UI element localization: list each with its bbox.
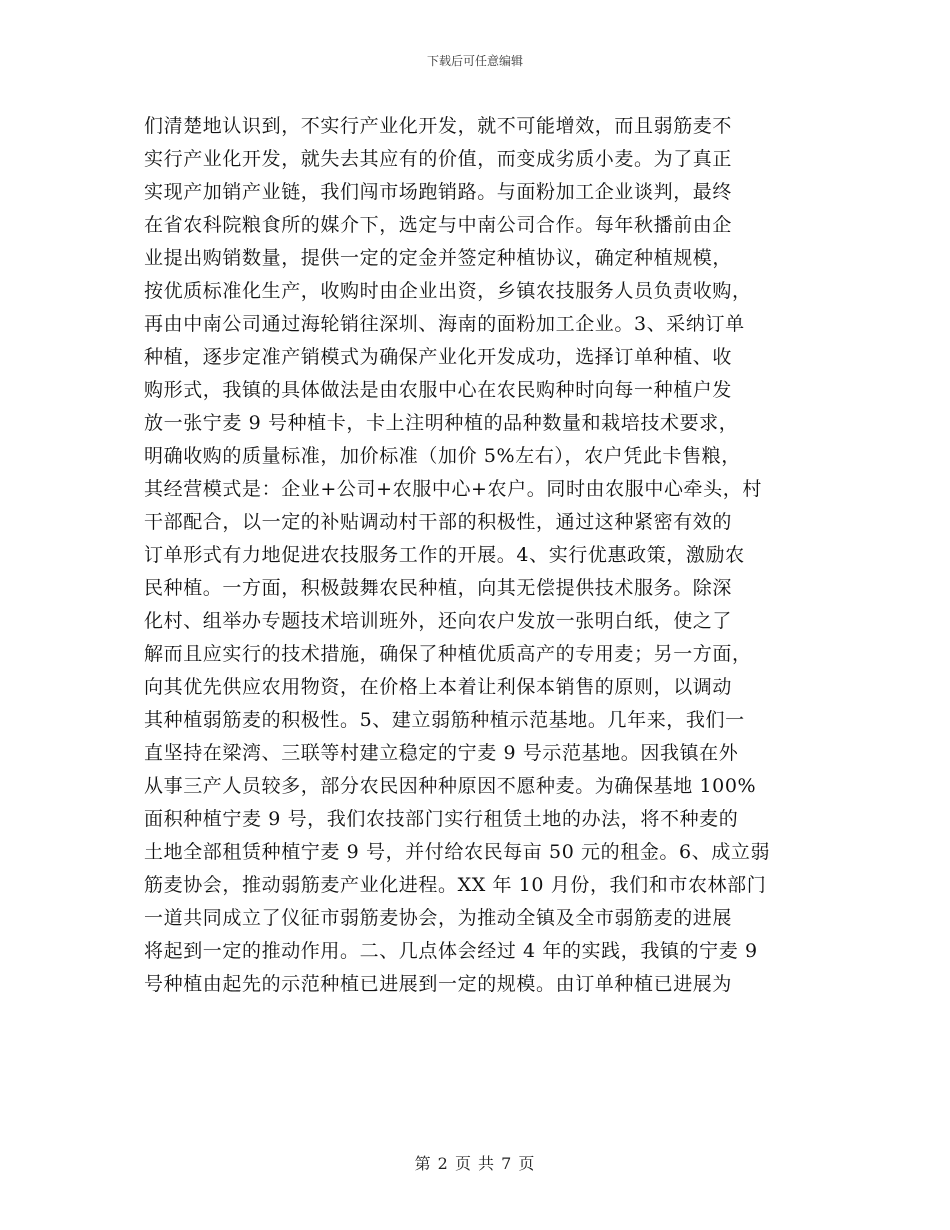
body-line: 按优质标准化生产，收购时由企业出资，乡镇农技服务人员负责收购， [144,280,752,302]
body-line: 将起到一定的推动作用。二、几点体会经过 4 年的实践，我镇的宁麦 9 [144,940,758,962]
body-line: 号种植由起先的示范种植已进展到一定的规模。由订单种植已进展为 [144,973,733,995]
body-line: 向其优先供应农用物资，在价格上本着让利保本销售的原则，以调动 [144,676,733,698]
body-line: 明确收购的质量标准，加价标准（加价 5%左右），农户凭此卡售粮， [144,445,741,467]
body-line: 解而且应实行的技术措施，确保了种植优质高产的专用麦；另一方面， [144,643,752,665]
body-line: 其种植弱筋麦的积极性。5、建立弱筋种植示范基地。几年来，我们一 [144,709,745,731]
page-header: 下载后可任意编辑 [426,54,523,68]
body-line: 从事三产人员较多，部分农民因种种原因不愿种麦。为确保基地 100% [144,775,757,797]
body-line: 其经营模式是：企业+公司+农服中心+农户。同时由农服中心牵头，村 [144,478,762,500]
page-number: 第 2 页 共 7 页 [414,1154,536,1173]
body-line: 土地全部租赁种植宁麦 9 号，并付给农民每亩 50 元的租金。6、成立弱 [144,841,771,863]
body-line: 一道共同成立了仪征市弱筋麦协会，为推动全镇及全市弱筋麦的进展 [144,907,733,929]
body-line: 面积种植宁麦 9 号，我们农技部门实行租赁土地的办法，将不种麦的 [144,808,739,830]
body-line: 在省农科院粮食所的媒介下，选定与中南公司合作。每年秋播前由企 [144,214,733,236]
body-line: 购形式，我镇的具体做法是由农服中心在农民购种时向每一种植户发 [144,379,733,401]
body-line: 放一张宁麦 9 号种植卡，卡上注明种植的品种数量和栽培技术要求， [144,412,739,434]
body-line: 筋麦协会，推动弱筋麦产业化进程。XX 年 10 月份，我们和市农林部门 [144,874,767,896]
body-line: 实行产业化开发，就失去其应有的价值，而变成劣质小麦。为了真正 [144,148,733,170]
body-line: 干部配合，以一定的补贴调动村干部的积极性，通过这种紧密有效的 [144,511,733,533]
body-line: 直坚持在梁湾、三联等村建立稳定的宁麦 9 号示范基地。因我镇在外 [144,742,739,764]
document-body [144,110,806,1001]
body-line: 订单形式有力地促进农技服务工作的开展。4、实行优惠政策，激励农 [144,544,745,566]
body-line: 业提出购销数量，提供一定的定金并签定种植协议，确定种植规模， [144,247,733,269]
body-line: 再由中南公司通过海轮销往深圳、海南的面粉加工企业。3、采纳订单 [144,313,745,335]
body-line: 民种植。一方面，积极鼓舞农民种植，向其无偿提供技术服务。除深 [144,577,733,599]
body-line: 实现产加销产业链，我们闯市场跑销路。与面粉加工企业谈判，最终 [144,181,733,203]
body-line: 种植，逐步定准产销模式为确保产业化开发成功，选择订单种植、收 [144,346,733,368]
body-line: 们清楚地认识到，不实行产业化开发，就不可能增效，而且弱筋麦不 [144,115,733,137]
body-line: 化村、组举办专题技术培训班外，还向农户发放一张明白纸，使之了 [144,610,733,632]
